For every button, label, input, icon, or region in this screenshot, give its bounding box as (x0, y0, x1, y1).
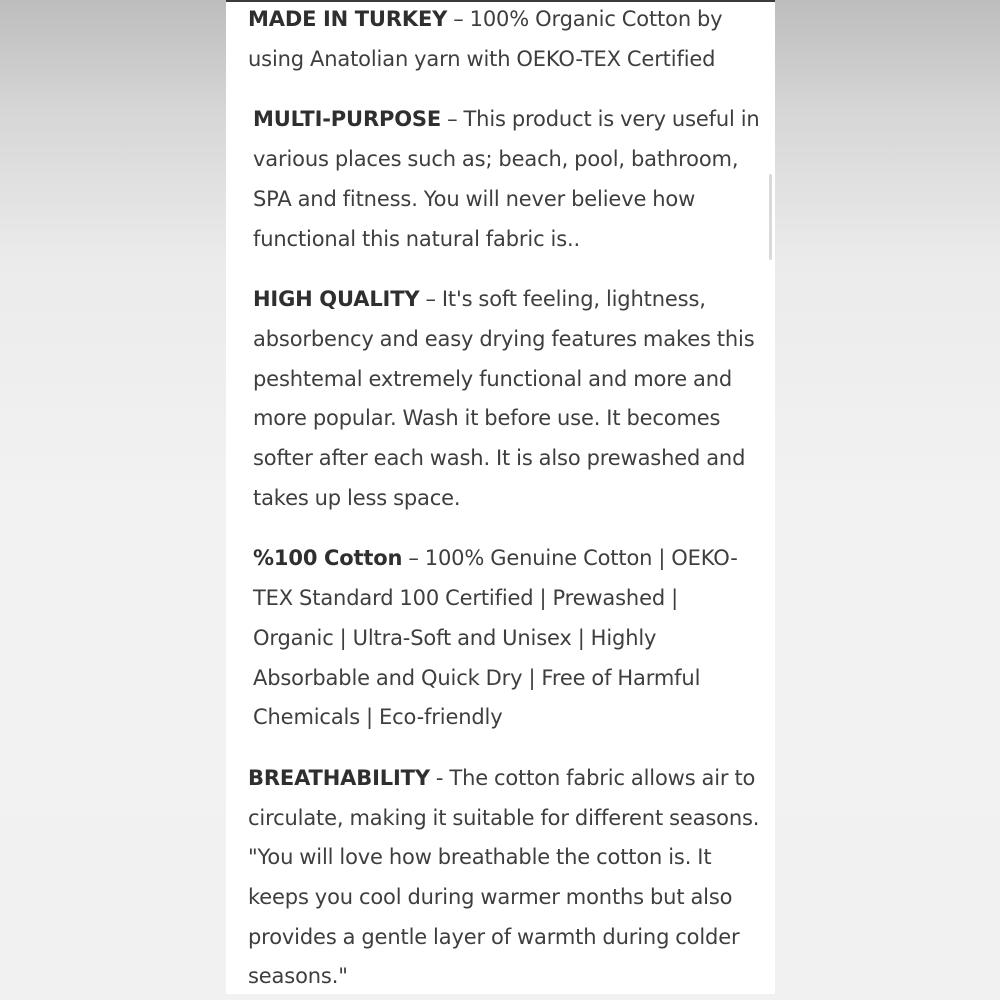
section-heading: %100 Cotton (253, 546, 403, 571)
section-text: It's soft feeling, lightness, absorbency and easy drying features makes this peshtemal extremely functional and more and more popular. Wash it before use. It becomes softer after each wash. It is also prewashed and takes up less space. (253, 287, 755, 510)
section-made-in-turkey (248, 0, 760, 79)
section-heading: MADE IN TURKEY (248, 7, 448, 31)
section-heading: MULTI-PURPOSE (253, 107, 442, 132)
section-text: This product is very useful in various places such as; beach, pool, bathroom, SPA and fitness. You will never believe how functional this natural fabric is.. (253, 107, 760, 251)
section-separator: – (419, 287, 442, 312)
section-separator: – (441, 107, 464, 132)
section-separator: – (447, 7, 470, 31)
description-content (248, 0, 760, 994)
section-separator: - (429, 765, 450, 790)
section-text: 100% Genuine Cotton | OEKO-TEX Standard 100 Certified | Prewashed | Organic | Ultra-Soft and Unisex | Highly Absorbable and Quick Dry | Free of Harmful Chemicals | Eco-friendly (253, 546, 738, 730)
section-cotton (248, 539, 760, 738)
product-description-panel (226, 0, 775, 994)
section-text: The cotton fabric allows air to circulate, making it suitable for different seasons. "You will love how breathable the cotton is. It keeps you cool during warmer months but also provides a gentle layer of warmth during colder seasons." (248, 765, 760, 989)
section-heading: BREATHABILITY (248, 765, 430, 790)
scrollbar-thumb[interactable] (769, 174, 772, 260)
section-breathability (248, 759, 760, 994)
section-high-quality (248, 280, 760, 518)
section-multi-purpose (248, 100, 760, 259)
section-heading: HIGH QUALITY (253, 287, 420, 312)
section-text: 100% Organic Cotton by using Anatolian yarn with OEKO-TEX Certified (248, 7, 723, 71)
section-separator: – (402, 546, 425, 571)
